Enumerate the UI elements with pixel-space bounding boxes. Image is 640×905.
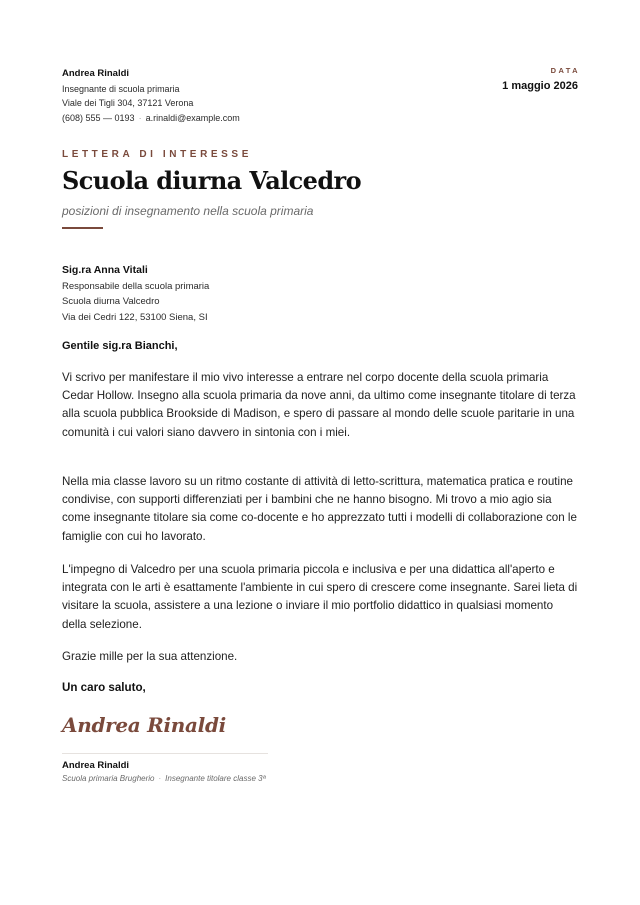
- signature-divider: [62, 753, 268, 754]
- letter-paragraph: L'impegno di Valcedro per una scuola primaria piccola e inclusiva e per una didattica all'aperto e integrata con le arti è esattamente l'ambiente in cui spero di crescere come insegnante. Sarei lieta di visitare la scuola, assistere a una lezione o inviare il mio portfolio didattico in qualsiasi momento della selezione.: [62, 563, 578, 631]
- sender-role: Insegnante di scuola primaria: [62, 83, 180, 94]
- letter-closing: Un caro saluto,: [62, 681, 146, 694]
- letter-paragraph: Vi scrivo per manifestare il mio vivo interesse a entrare nel corpo docente della scuola primaria Cedar Hollow. Insegno alla scuola primaria da nove anni, da ultimo come insegnante titolare di terza alla scuola pubblica Brookside di Madison, e spero di passare al mondo delle scuole paritarie in una comunità i cui valori siano davvero in sintonia con i miei.: [62, 371, 576, 439]
- recipient-address: Via dei Cedri 122, 53100 Siena, SI: [62, 311, 208, 323]
- letter-thanks: Grazie mille per la sua attenzione.: [62, 650, 238, 663]
- signature-name: Andrea Rinaldi: [62, 760, 130, 771]
- handwritten-signature: Andrea Rinaldi: [62, 713, 226, 737]
- sender-block: [62, 67, 240, 125]
- sender-address: Viale dei Tigli 304, 37121 Verona: [62, 98, 194, 109]
- sender-email: a.rinaldi@example.com: [145, 112, 240, 123]
- date-label: DATA: [550, 66, 580, 75]
- date-value: 1 maggio 2026: [502, 80, 578, 92]
- signature-meta: [62, 774, 266, 783]
- document-title: Scuola diurna Valcedro: [62, 166, 361, 195]
- sender-name: Andrea Rinaldi: [62, 68, 130, 79]
- recipient-block: [62, 263, 209, 325]
- recipient-school: Scuola diurna Valcedro: [62, 296, 160, 308]
- date-block: [502, 66, 578, 92]
- document-kicker: LETTERA DI INTERESSE: [62, 149, 252, 160]
- signature-title: Insegnante titolare classe 3ª: [165, 774, 266, 783]
- letter-page: [62, 0, 578, 905]
- accent-divider: [62, 227, 103, 229]
- sender-phone: (608) 555 — 0193: [62, 112, 135, 123]
- letter-greeting: Gentile sig.ra Bianchi,: [62, 340, 178, 352]
- signature-separator: ·: [158, 774, 162, 783]
- recipient-name: Sig.ra Anna Vitali: [62, 264, 148, 276]
- letter-paragraph: Nella mia classe lavoro su un ritmo costante di attività di letto-scrittura, matematica pratica e routine condivise, con supporti differenziati per i bambini che ne hanno bisogno. Mi trovo a mio agio sia come insegnante titolare sia come co-docente e ho apprezzato tutti i modelli di collaborazione con le famiglie con cui ho lavorato.: [62, 475, 577, 543]
- recipient-role: Responsabile della scuola primaria: [62, 280, 210, 292]
- signature-school: Scuola primaria Brugherio: [62, 774, 155, 783]
- sender-separator: ·: [138, 112, 142, 123]
- sender-contact: [62, 111, 240, 126]
- document-subtitle: posizioni di insegnamento nella scuola primaria: [62, 204, 314, 218]
